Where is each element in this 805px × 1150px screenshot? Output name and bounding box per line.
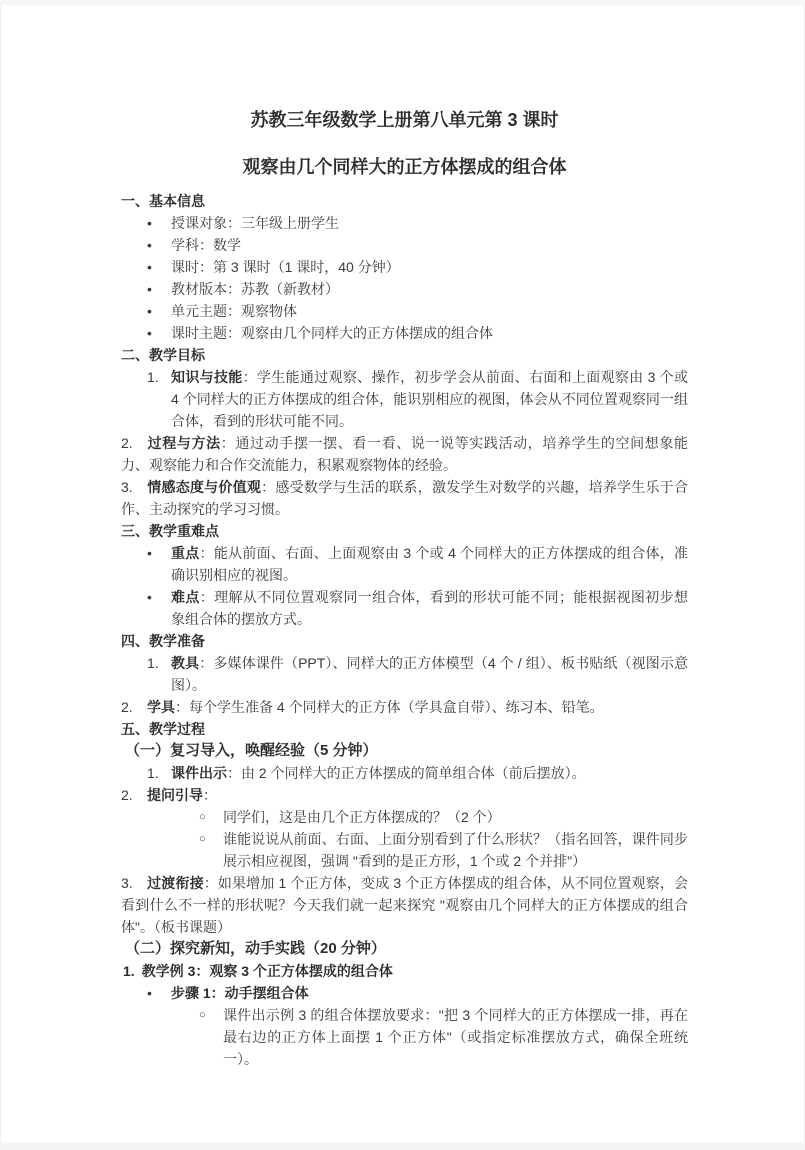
bullet-icon: • bbox=[147, 303, 152, 319]
sub-bullet-text: 谁能说说从前面、右面、上面分别看到了什么形状？（指名回答，课件同步展示相应视图，强调 "看到的是正方形，1 个或 2 个并排"） bbox=[223, 831, 688, 869]
item-label: 教具 bbox=[171, 655, 200, 671]
subheading-review-intro: （一）复习导入，唤醒经验（5 分钟） bbox=[125, 742, 378, 759]
list-item-text: 单元主题：观察物体 bbox=[171, 303, 297, 319]
list-item-key-point bbox=[121, 542, 688, 586]
list-item-audience bbox=[121, 212, 688, 234]
list-item-text bbox=[171, 985, 309, 1001]
item-body: ：学生能通过观察、操作，初步学会从前面、右面和上面观察由 3 个或 4 个同样大的正方体摆成的组合体，能识别相应的视图，体会从不同位置观察同一组合体，看到的形状可能不同。 bbox=[171, 369, 688, 429]
item-label: 情感态度与价值观 bbox=[147, 479, 262, 495]
list-item-subject bbox=[121, 234, 688, 256]
subheading-explore-practice: （二）探究新知，动手实践（20 分钟） bbox=[125, 940, 386, 957]
list-item-unit-theme bbox=[121, 300, 688, 322]
bullet-icon: • bbox=[147, 545, 152, 561]
number-marker: 3. bbox=[121, 875, 133, 891]
item-label: 知识与技能 bbox=[171, 369, 243, 385]
item-body: ：多媒体课件（PPT）、同样大的正方体模型（4 个 / 组）、板书贴纸（视图示意图）。 bbox=[171, 655, 689, 693]
list-item-text: 教材版本：苏教（新教材） bbox=[171, 281, 339, 297]
bullet-icon: • bbox=[147, 237, 152, 253]
lesson-plan-page bbox=[0, 5, 805, 1142]
numbered-item-text bbox=[171, 765, 586, 781]
sub-bullet-question-1 bbox=[121, 806, 688, 828]
item-body: ： bbox=[203, 787, 217, 803]
numbered-item-courseware-show bbox=[121, 762, 688, 784]
heading-key-difficult-points: 三、教学重难点 bbox=[121, 523, 219, 539]
item-body: ：每个学生准备 4 个同样大的正方体（学具盒自带）、练习本、铅笔。 bbox=[175, 699, 604, 715]
list-item-text bbox=[171, 589, 688, 627]
item-label: 提问引导 bbox=[147, 787, 203, 803]
document-title-line2: 观察由几个同样大的正方体摆成的组合体 bbox=[242, 157, 567, 177]
item-label: 学具 bbox=[147, 699, 175, 715]
item-body: ：通过动手摆一摆、看一看、说一说等实践活动，培养学生的空间想象能力、观察能力和合作交流能力，积累观察物体的经验。 bbox=[121, 435, 689, 473]
sub-bullet-text: 课件出示例 3 的组合体摆放要求："把 3 个同样大的正方体摆成一排，再在最右边的正方体上面摆 1 个正方体"（或指定标准摆放方式，确保全班统一）。 bbox=[223, 1007, 688, 1067]
item-label: 难点 bbox=[171, 589, 200, 605]
list-item-text bbox=[171, 545, 688, 583]
number-marker: 1. bbox=[123, 963, 135, 979]
numbered-paragraph-process-method bbox=[121, 432, 688, 476]
heading-preparation: 四、教学准备 bbox=[121, 633, 205, 649]
item-label: 步骤 1：动手摆组合体 bbox=[171, 985, 309, 1001]
bullet-icon: • bbox=[147, 589, 152, 605]
number-marker: 2. bbox=[121, 699, 133, 715]
number-marker: 3. bbox=[121, 479, 133, 495]
numbered-paragraph-student-tools bbox=[121, 696, 688, 718]
item-label: 过程与方法 bbox=[147, 435, 221, 451]
sub-bullet-step-1-detail bbox=[121, 1004, 688, 1070]
subheading-text: 教学例 3：观察 3 个正方体摆成的组合体 bbox=[141, 963, 393, 979]
item-body: ：感受数学与生活的联系，激发学生对数学的兴趣，培养学生乐于合作、主动探究的学习习惯。 bbox=[121, 479, 689, 517]
numbered-item-text bbox=[171, 369, 688, 429]
sub-bullet-question-2 bbox=[121, 828, 688, 872]
item-label: 课件出示 bbox=[171, 765, 227, 781]
numbered-paragraph-transition bbox=[121, 872, 688, 938]
list-item-text: 授课对象：三年级上册学生 bbox=[171, 215, 339, 231]
subheading-example-3 bbox=[121, 960, 688, 982]
list-item-step-1 bbox=[121, 982, 688, 1004]
item-body: ：能从前面、右面、上面观察由 3 个或 4 个同样大的正方体摆成的组合体，准确识别相应的视图。 bbox=[171, 545, 689, 583]
bullet-icon: • bbox=[147, 985, 152, 1001]
list-item-lesson-theme bbox=[121, 322, 688, 344]
item-body: ：理解从不同位置观察同一组合体，看到的形状可能不同；能根据视图初步想象组合体的摆放方式。 bbox=[171, 589, 689, 627]
numbered-item-teaching-aids bbox=[121, 652, 688, 696]
item-label: 过渡衔接 bbox=[147, 875, 204, 891]
number-marker: 1. bbox=[147, 655, 159, 671]
heading-basic-info: 一、基本信息 bbox=[121, 193, 205, 209]
number-marker: 1. bbox=[147, 369, 159, 385]
number-marker: 2. bbox=[121, 435, 133, 451]
list-item-difficult-point bbox=[121, 586, 688, 630]
heading-teaching-process: 五、教学过程 bbox=[121, 721, 205, 737]
numbered-paragraph-values bbox=[121, 476, 688, 520]
bullet-icon: • bbox=[147, 259, 152, 275]
bullet-icon: • bbox=[147, 325, 152, 341]
circle-bullet-icon: ○ bbox=[199, 833, 206, 845]
list-item-text: 学科：数学 bbox=[171, 237, 241, 253]
number-marker: 1. bbox=[147, 765, 159, 781]
bullet-icon: • bbox=[147, 215, 152, 231]
item-body: ：如果增加 1 个正方体，变成 3 个正方体摆成的组合体，从不同位置观察，会看到什么不一样的形状呢？今天我们就一起来探究 "观察由几个同样大的正方体摆成的组合体"。（板书课题） bbox=[121, 875, 688, 935]
number-marker: 2. bbox=[121, 787, 133, 803]
numbered-item-knowledge-skills bbox=[121, 366, 688, 432]
list-item-period bbox=[121, 256, 688, 278]
circle-bullet-icon: ○ bbox=[199, 811, 206, 823]
list-item-text: 课时：第 3 课时（1 课时，40 分钟） bbox=[171, 259, 400, 275]
heading-teaching-goals: 二、教学目标 bbox=[121, 347, 205, 363]
viewer-bottom-strip bbox=[0, 1142, 805, 1150]
document-title-line1: 苏教三年级数学上册第八单元第 3 课时 bbox=[250, 110, 559, 130]
item-body: ：由 2 个同样大的正方体摆成的简单组合体（前后摆放）。 bbox=[227, 765, 586, 781]
list-item-text: 课时主题：观察由几个同样大的正方体摆成的组合体 bbox=[171, 325, 493, 341]
circle-bullet-icon: ○ bbox=[199, 1009, 206, 1021]
list-item-textbook bbox=[121, 278, 688, 300]
numbered-item-text bbox=[171, 655, 688, 693]
item-label: 重点 bbox=[171, 545, 200, 561]
bullet-icon: • bbox=[147, 281, 152, 297]
numbered-paragraph-questioning bbox=[121, 784, 688, 806]
sub-bullet-text: 同学们，这是由几个正方体摆成的？（2 个） bbox=[223, 809, 501, 825]
